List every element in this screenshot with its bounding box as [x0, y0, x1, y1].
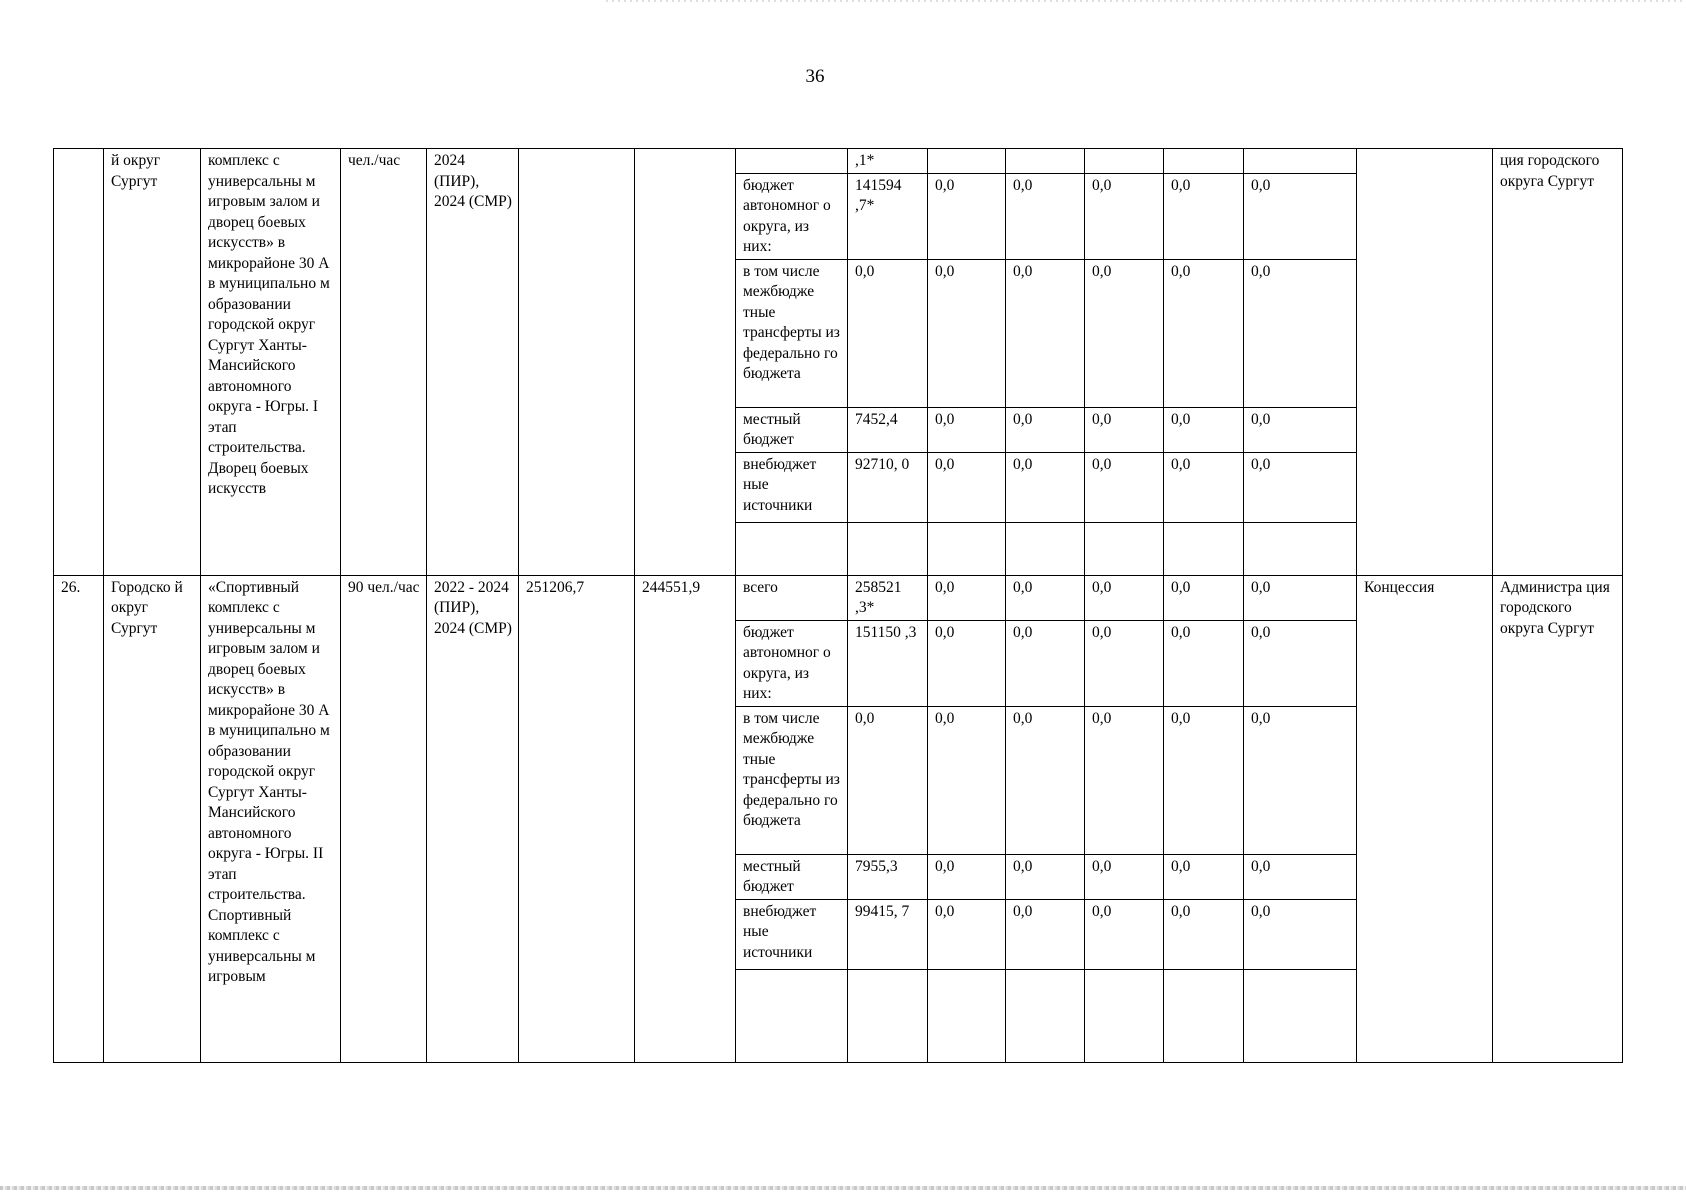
year-value-cell — [1244, 522, 1357, 575]
period-cell: 2022 - 2024 (ПИР), 2024 (СМР) — [427, 575, 519, 1062]
year-value-cell: 0,0 — [928, 620, 1006, 706]
total-value-cell: 0,0 — [848, 706, 928, 854]
year-value-cell: 0,0 — [928, 259, 1006, 407]
year-value-cell: 0,0 — [1244, 706, 1357, 854]
year-value-cell: 0,0 — [1244, 575, 1357, 620]
source-label-cell: бюджет автономног о округа, из них: — [736, 620, 848, 706]
year-value-cell — [1164, 969, 1244, 1062]
scan-edge-top — [606, 0, 1686, 2]
year-value-cell — [1164, 149, 1244, 174]
source-label-cell: всего — [736, 575, 848, 620]
capacity-cell: 90 чел./час — [341, 575, 427, 1062]
year-value-cell: 0,0 — [1164, 407, 1244, 452]
year-value-cell: 0,0 — [1244, 620, 1357, 706]
year-value-cell: 0,0 — [1164, 452, 1244, 522]
year-value-cell: 0,0 — [928, 854, 1006, 899]
year-value-cell: 0,0 — [1085, 706, 1164, 854]
year-value-cell: 0,0 — [1085, 620, 1164, 706]
total-value-cell: 151150 ,3 — [848, 620, 928, 706]
year-value-cell: 0,0 — [1006, 259, 1085, 407]
object-name-cell: «Спортивный комплекс с универсальны м игровым залом и дворец боевых искусств» в микрорайоне 30 А в муниципально м образовании городской округ Сургут Ханты-Мансийского автономного округа - Югры. II этап строительства. Спортивный комплекс с универсальны м игровым — [201, 575, 341, 1062]
period-cell: 2024 (ПИР), 2024 (СМР) — [427, 149, 519, 576]
year-value-cell — [1006, 522, 1085, 575]
year-value-cell: 0,0 — [1244, 452, 1357, 522]
year-value-cell: 0,0 — [1006, 854, 1085, 899]
row-number-cell — [54, 149, 104, 576]
year-value-cell: 0,0 — [1164, 899, 1244, 969]
cost-cell: 251206,7 — [519, 575, 635, 1062]
total-value-cell: 258521 ,3* — [848, 575, 928, 620]
year-value-cell — [1244, 149, 1357, 174]
year-value-cell: 0,0 — [928, 575, 1006, 620]
year-value-cell: 0,0 — [1006, 407, 1085, 452]
source-label-cell — [736, 969, 848, 1062]
year-value-cell: 0,0 — [928, 706, 1006, 854]
municipality-cell: Городско й округ Сургут — [104, 575, 201, 1062]
year-value-cell: 0,0 — [928, 899, 1006, 969]
page-number: 36 — [805, 66, 825, 87]
year-value-cell — [1085, 522, 1164, 575]
year-value-cell: 0,0 — [1164, 706, 1244, 854]
source-label-cell — [736, 522, 848, 575]
source-label-cell: бюджет автономног о округа, из них: — [736, 173, 848, 259]
year-value-cell: 0,0 — [1085, 173, 1164, 259]
mechanism-cell: Концессия — [1357, 575, 1493, 1062]
year-value-cell: 0,0 — [1006, 173, 1085, 259]
year-value-cell: 0,0 — [1085, 452, 1164, 522]
year-value-cell: 0,0 — [1006, 620, 1085, 706]
year-value-cell: 0,0 — [1006, 452, 1085, 522]
source-label-cell: внебюджет ные источники — [736, 899, 848, 969]
year-value-cell: 0,0 — [1244, 173, 1357, 259]
source-label-cell: местный бюджет — [736, 854, 848, 899]
scan-edge-bottom — [0, 1186, 1686, 1190]
year-value-cell: 0,0 — [928, 452, 1006, 522]
source-label-cell — [736, 149, 848, 174]
year-value-cell — [1006, 149, 1085, 174]
year-value-cell — [1164, 522, 1244, 575]
municipality-cell: й округ Сургут — [104, 149, 201, 576]
year-value-cell — [1085, 969, 1164, 1062]
year-value-cell: 0,0 — [1006, 899, 1085, 969]
table-row — [54, 575, 1623, 620]
total-value-cell — [848, 522, 928, 575]
capacity-cell: чел./час — [341, 149, 427, 576]
source-label-cell: внебюджет ные источники — [736, 452, 848, 522]
source-label-cell: в том числе межбюдже тные трансферты из федерально го бюджета — [736, 259, 848, 407]
year-value-cell — [928, 149, 1006, 174]
total-value-cell: 92710, 0 — [848, 452, 928, 522]
cost-cell — [519, 149, 635, 576]
total-value-cell: 141594 ,7* — [848, 173, 928, 259]
cost-cell: 244551,9 — [635, 575, 736, 1062]
total-value-cell — [848, 969, 928, 1062]
source-label-cell: в том числе межбюдже тные трансферты из федерально го бюджета — [736, 706, 848, 854]
total-value-cell: 7955,3 — [848, 854, 928, 899]
year-value-cell: 0,0 — [1085, 259, 1164, 407]
table-row — [54, 149, 1623, 174]
year-value-cell: 0,0 — [1244, 259, 1357, 407]
year-value-cell — [1006, 969, 1085, 1062]
investment-table — [53, 148, 1623, 1063]
executor-cell: ция городского округа Сургут — [1493, 149, 1623, 576]
total-value-cell: 7452,4 — [848, 407, 928, 452]
year-value-cell: 0,0 — [1085, 575, 1164, 620]
total-value-cell: 99415, 7 — [848, 899, 928, 969]
total-value-cell: ,1* — [848, 149, 928, 174]
year-value-cell: 0,0 — [928, 173, 1006, 259]
year-value-cell: 0,0 — [1164, 259, 1244, 407]
year-value-cell: 0,0 — [1085, 407, 1164, 452]
year-value-cell: 0,0 — [1164, 620, 1244, 706]
executor-cell: Администра ция городского округа Сургут — [1493, 575, 1623, 1062]
year-value-cell: 0,0 — [1164, 854, 1244, 899]
source-label-cell: местный бюджет — [736, 407, 848, 452]
mechanism-cell — [1357, 149, 1493, 576]
year-value-cell: 0,0 — [1164, 173, 1244, 259]
row-number-cell: 26. — [54, 575, 104, 1062]
year-value-cell — [1085, 149, 1164, 174]
year-value-cell: 0,0 — [1085, 899, 1164, 969]
year-value-cell — [928, 969, 1006, 1062]
total-value-cell: 0,0 — [848, 259, 928, 407]
year-value-cell: 0,0 — [1085, 854, 1164, 899]
year-value-cell: 0,0 — [928, 407, 1006, 452]
object-name-cell: комплекс с универсальны м игровым залом и дворец боевых искусств» в микрорайоне 30 А в муниципально м образовании городской округ Сургут Ханты-Мансийского автономного округа - Югры. I этап строительства. Дворец боевых искусств — [201, 149, 341, 576]
year-value-cell — [1244, 969, 1357, 1062]
year-value-cell: 0,0 — [1244, 407, 1357, 452]
year-value-cell: 0,0 — [1164, 575, 1244, 620]
year-value-cell: 0,0 — [1244, 854, 1357, 899]
year-value-cell: 0,0 — [1244, 899, 1357, 969]
year-value-cell — [928, 522, 1006, 575]
cost-cell — [635, 149, 736, 576]
year-value-cell: 0,0 — [1006, 575, 1085, 620]
year-value-cell: 0,0 — [1006, 706, 1085, 854]
